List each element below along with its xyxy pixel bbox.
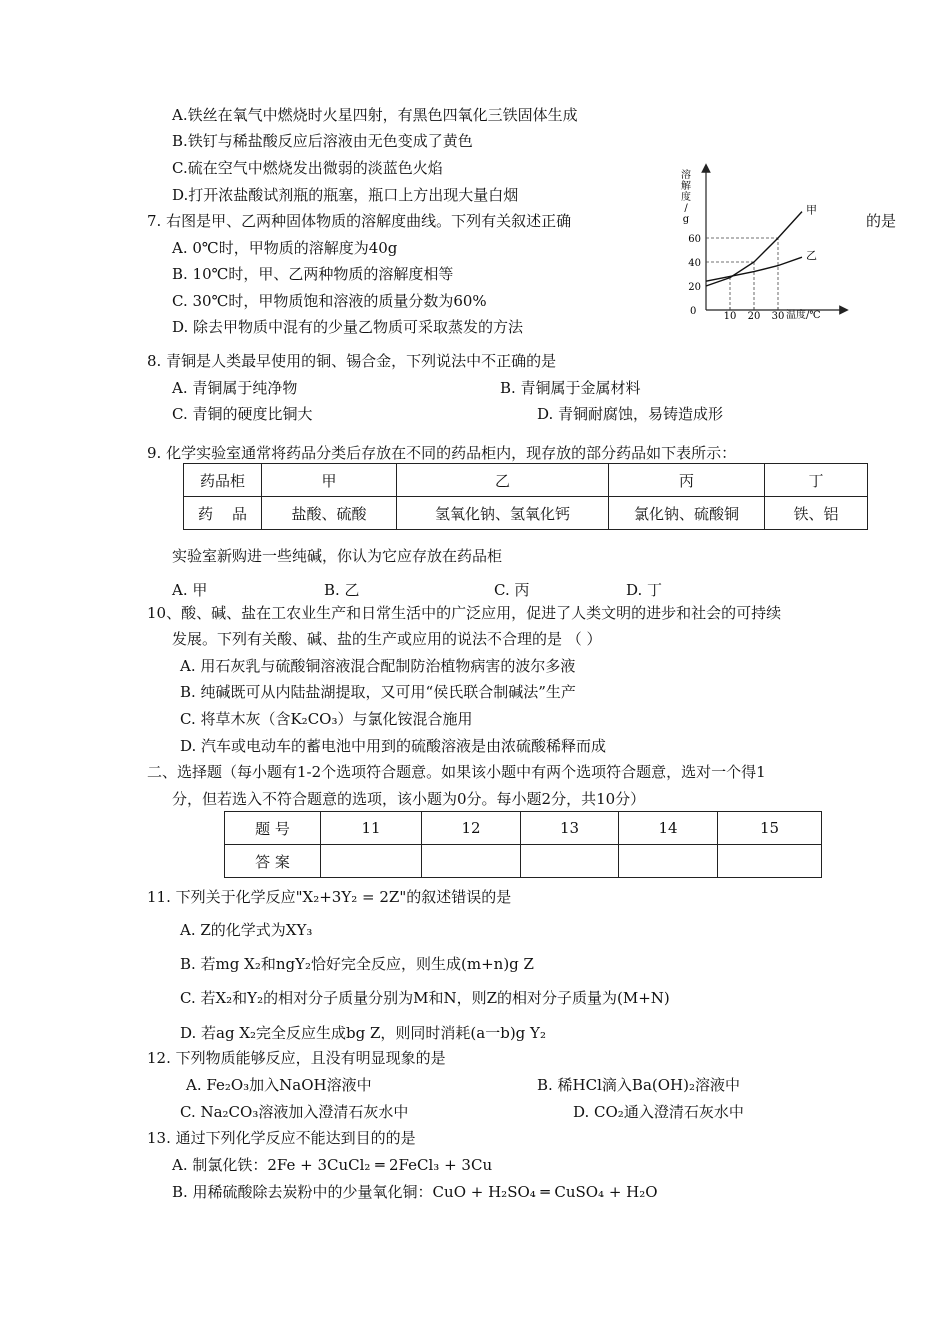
q11-stem: 11. 下列关于化学反应"X₂+3Y₂ = 2Z"的叙述错误的是 (147, 888, 512, 906)
q7-stem-end: 的是 (866, 212, 897, 230)
x-tick-label: 10 (723, 311, 737, 322)
answer-cell-12[interactable] (422, 845, 521, 878)
table-cell: 15 (718, 812, 822, 845)
q9-table (183, 463, 868, 530)
origin-label: 0 (690, 306, 697, 317)
table-cell: 甲 (262, 464, 397, 497)
q8-option-a: A. 青铜属于纯净物 (172, 379, 298, 397)
x-tick-label: 30 (771, 311, 785, 322)
table-cell: 答 案 (225, 845, 321, 878)
q12-option-d: D. CO₂通入澄清石灰水中 (573, 1103, 744, 1121)
q7-stem: 7. 右图是甲、乙两种固体物质的溶解度曲线。下列有关叙述正确 (147, 212, 572, 230)
table-row (184, 497, 868, 530)
solubility-chart (672, 160, 850, 330)
q10-option-c: C. 将草木灰（含K₂CO₃）与氯化铵混合施用 (180, 710, 473, 728)
y-tick-label: 60 (688, 234, 701, 245)
table-cell: 乙 (397, 464, 609, 497)
x-axis-label: 温度/℃ (786, 310, 821, 321)
table-cell: 铁、铝 (765, 497, 868, 530)
table-cell: 11 (321, 812, 422, 845)
table-cell: 氢氧化钠、氢氧化钙 (397, 497, 609, 530)
q10-option-b: B. 纯碱既可从内陆盐湖提取，又可用“侯氏联合制碱法”生产 (180, 683, 576, 701)
y-tick-label: 20 (688, 282, 701, 293)
q9-option-d: D. 丁 (626, 581, 663, 599)
q12-stem: 12. 下列物质能够反应，且没有明显现象的是 (147, 1049, 446, 1067)
y-axis-label-char: 溶 (681, 170, 691, 181)
q8-option-b: B. 青铜属于金属材料 (500, 379, 641, 397)
y-axis-label-char: / (684, 203, 688, 214)
q7-option-b: B. 10℃时，甲、乙两种物质的溶解度相等 (172, 265, 454, 283)
answer-cell-11[interactable] (321, 845, 422, 878)
q12-option-a: A. Fe₂O₃加入NaOH溶液中 (186, 1076, 372, 1094)
y-axis-label-char: g (682, 214, 690, 225)
q6-option-c: C.硫在空气中燃烧发出微弱的淡蓝色火焰 (172, 159, 443, 177)
q10-option-a: A. 用石灰乳与硫酸铜溶液混合配制防治植物病害的波尔多液 (180, 657, 576, 675)
q7-option-d: D. 除去甲物质中混有的少量乙物质可采取蒸发的方法 (172, 318, 524, 336)
q6-option-b: B.铁钉与稀盐酸反应后溶液由无色变成了黄色 (172, 132, 473, 150)
q9-option-c: C. 丙 (494, 581, 530, 599)
x-tick-label: 20 (747, 311, 761, 322)
q13-option-b: B. 用稀硫酸除去炭粉中的少量氧化铜：CuO + H₂SO₄ ═ CuSO₄ + H₂O (172, 1183, 658, 1201)
answer-cell-14[interactable] (619, 845, 718, 878)
q8-stem: 8. 青铜是人类最早使用的铜、锡合金，下列说法中不正确的是 (147, 352, 557, 370)
table-cell: 药 品 (184, 497, 262, 530)
q7-option-c: C. 30℃时，甲物质饱和溶液的质量分数为60% (172, 292, 487, 310)
series-label: 甲 (806, 203, 817, 217)
q11-option-d: D. 若ag X₂完全反应生成bg Z，则同时消耗(a一b)g Y₂ (180, 1024, 546, 1042)
table-cell: 丙 (609, 464, 765, 497)
table-row (225, 812, 822, 845)
section2-heading: 二、选择题（每小题有1-2个选项符合题意。如果该小题中有两个选项符合题意，选对一个得1 (147, 763, 766, 781)
q12-option-c: C. Na₂CO₃溶液加入澄清石灰水中 (180, 1103, 409, 1121)
table-cell: 12 (422, 812, 521, 845)
q6-option-d: D.打开浓盐酸试剂瓶的瓶塞，瓶口上方出现大量白烟 (172, 186, 519, 204)
y-tick-label: 40 (688, 258, 701, 269)
q10-stem-line1: 10、酸、碱、盐在工农业生产和日常生活中的广泛应用，促进了人类文明的进步和社会的可持续 (147, 604, 782, 622)
y-axis-label-char: 解 (681, 181, 691, 192)
q10-stem-line2: 发展。下列有关酸、碱、盐的生产或应用的说法不合理的是 （ ） (172, 630, 602, 648)
q11-option-a: A. Z的化学式为XY₃ (180, 921, 313, 939)
q13-option-a: A. 制氯化铁：2Fe + 3CuCl₂ ═ 2FeCl₃ + 3Cu (172, 1156, 493, 1174)
table-cell: 盐酸、硫酸 (262, 497, 397, 530)
table-row (225, 845, 822, 878)
q8-option-d: D. 青铜耐腐蚀，易铸造成形 (537, 405, 724, 423)
series-label: 乙 (806, 249, 817, 263)
answer-cell-15[interactable] (718, 845, 822, 878)
section2-heading-line2: 分，但若选入不符合题意的选项，该小题为0分。每小题2分，共10分） (172, 790, 646, 808)
q9-stem: 9. 化学实验室通常将药品分类后存放在不同的药品柜内，现存放的部分药品如下表所示： (147, 444, 737, 462)
q6-option-a: A.铁丝在氧气中燃烧时火星四射，有黑色四氧化三铁固体生成 (172, 106, 578, 124)
answer-table (224, 811, 822, 878)
answer-cell-13[interactable] (521, 845, 619, 878)
table-cell: 题 号 (225, 812, 321, 845)
table-cell: 药品柜 (184, 464, 262, 497)
q9-option-a: A. 甲 (172, 581, 208, 599)
y-axis-label (681, 168, 691, 225)
q9-option-b: B. 乙 (324, 581, 360, 599)
q13-stem: 13. 通过下列化学反应不能达到目的的是 (147, 1129, 416, 1147)
table-cell: 氯化钠、硫酸铜 (609, 497, 765, 530)
q9-followup: 实验室新购进一些纯碱，你认为它应存放在药品柜 (172, 547, 503, 565)
table-cell: 13 (521, 812, 619, 845)
table-cell: 14 (619, 812, 718, 845)
y-axis-label-char: 度 (681, 192, 691, 203)
table-cell: 丁 (765, 464, 868, 497)
q12-option-b: B. 稀HCl滴入Ba(OH)₂溶液中 (537, 1076, 740, 1094)
table-row (184, 464, 868, 497)
q11-option-c: C. 若X₂和Y₂的相对分子质量分别为M和N，则Z的相对分子质量为(M+N) (180, 989, 670, 1007)
q7-option-a: A. 0℃时，甲物质的溶解度为40g (172, 239, 398, 257)
q11-option-b: B. 若mg X₂和ngY₂恰好完全反应，则生成(m+n)g Z (180, 955, 534, 973)
q8-option-c: C. 青铜的硬度比铜大 (172, 405, 313, 423)
q10-option-d: D. 汽车或电动车的蓄电池中用到的硫酸溶液是由浓硫酸稀释而成 (180, 737, 607, 755)
